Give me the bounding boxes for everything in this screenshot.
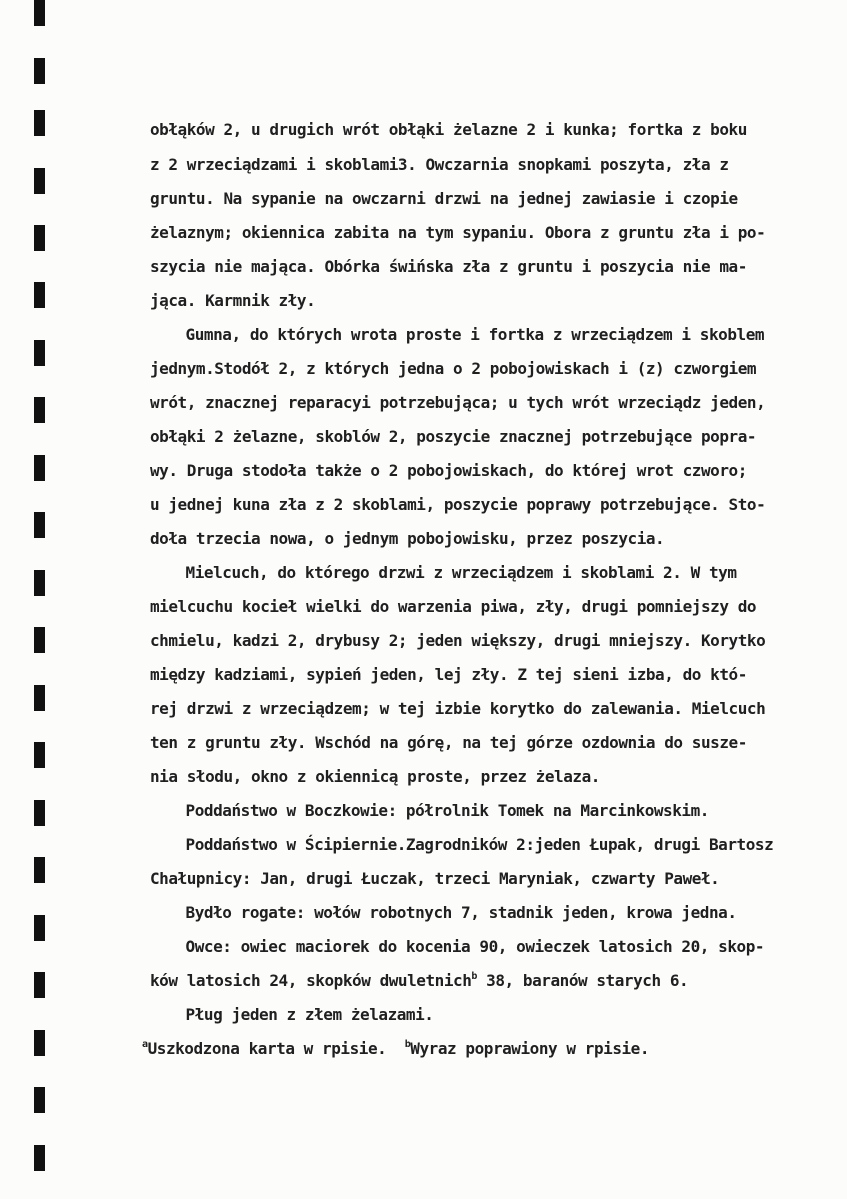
binding-hole — [34, 742, 45, 768]
text-line: jednym.Stodół 2, z których jedna o 2 pobojowiskach i (z) czworgiem — [150, 359, 757, 378]
text-line: gruntu. Na sypanie na owczarni drzwi na jednej zawiasie i czopie — [150, 189, 738, 208]
text-line: Bydło rogate: wołów robotnych 7, stadnik jeden, krowa jedna. — [158, 903, 737, 922]
binding-hole — [34, 512, 45, 538]
text-line: między kadziami, sypień jeden, lej zły. Z tej sieni izba, do któ- — [150, 665, 747, 684]
text-line — [150, 971, 688, 991]
text-line: Gumna, do których wrota proste i fortka z wrzeciądzem i skoblem — [158, 325, 765, 344]
text-line: wy. Druga stodoła także o 2 pobojowiskach, do której wrot czworo; — [150, 461, 747, 480]
binding-hole — [34, 570, 45, 596]
binding-hole — [34, 168, 45, 194]
text-line: obłąków 2, u drugich wrót obłąki żelazne 2 i kunka; fortka z boku — [150, 120, 747, 139]
text-line: Poddaństwo w Ścipiernie.Zagrodników 2:jeden Łupak, drugi Bartosz — [158, 835, 774, 854]
text-line: jąca. Karmnik zły. — [150, 291, 316, 310]
text-line: szycia nie mająca. Obórka świńska zła z gruntu i poszycia nie ma- — [150, 257, 747, 276]
text-line: Mielcuch, do którego drzwi z wrzeciądzem i skoblami 2. W tym — [158, 563, 737, 582]
binding-hole — [34, 1145, 45, 1171]
text-line: mielcuchu kocieł wielki do warzenia piwa, zły, drugi pomniejszy do — [150, 597, 757, 616]
footnotes-line — [142, 1039, 649, 1059]
text-segment: 38, baranów starych 6. — [476, 971, 689, 990]
binding-hole — [34, 455, 45, 481]
footnote-b-text: Wyraz poprawiony w rpisie. — [410, 1039, 650, 1058]
text-line: u jednej kuna zła z 2 skoblami, poszycie poprawy potrzebujące. Sto- — [150, 495, 766, 514]
text-line: wrót, znacznej reparacyi potrzebująca; u tych wrót wrzeciądz jeden, — [150, 393, 766, 412]
footnote-marker-a: a — [142, 1039, 148, 1050]
binding-hole — [34, 0, 45, 26]
binding-hole — [34, 58, 45, 84]
binding-hole — [34, 340, 45, 366]
binding-holes — [34, 0, 46, 1199]
text-line: nia słodu, okno z okiennicą proste, przez żelaza. — [150, 767, 600, 786]
binding-hole — [34, 225, 45, 251]
binding-hole — [34, 1087, 45, 1113]
text-line: ten z gruntu zły. Wschód na górę, na tej górze ozdownia do suszе- — [150, 733, 747, 752]
text-segment: ków latosich 24, skopków dwuletnich — [150, 971, 472, 990]
text-line: rej drzwi z wrzeciądzem; w tej izbie korytko do zalewania. Mielcuch — [150, 699, 766, 718]
text-line: z 2 wrzeciądzami i skoblami3. Owczarnia snopkami poszyta, zła z — [150, 155, 729, 174]
footnote-marker-b: b — [404, 1039, 411, 1050]
binding-hole — [34, 627, 45, 653]
text-line: Pług jeden z złem żelazami. — [158, 1005, 434, 1024]
text-line: obłąki 2 żelazne, skoblów 2, poszycie znacznej potrzebujące popra- — [150, 427, 757, 446]
binding-hole — [34, 915, 45, 941]
text-line: żelaznym; okiennica zabita na tym sypaniu. Obora z gruntu zła i po- — [150, 223, 766, 242]
footnote-marker-b: b — [471, 971, 477, 982]
text-line: Chałupnicy: Jan, drugi Łuczak, trzeci Maryniak, czwarty Paweł. — [150, 869, 720, 888]
binding-hole — [34, 857, 45, 883]
text-line: doła trzecia nowa, o jednym pobojowisku, przez poszycia. — [150, 529, 665, 548]
binding-hole — [34, 685, 45, 711]
binding-hole — [34, 800, 45, 826]
binding-hole — [34, 282, 45, 308]
binding-hole — [34, 110, 45, 136]
text-line: Poddaństwo w Boczkowie: półrolnik Tomek na Marcinkowskim. — [158, 801, 709, 820]
binding-hole — [34, 972, 45, 998]
binding-hole — [34, 397, 45, 423]
text-line: Owce: owiec maciorek do kocenia 90, owieczek latosich 20, skop- — [158, 937, 765, 956]
binding-hole — [34, 1030, 45, 1056]
footnote-a-text: Uszkodzona karta w rpisie. — [147, 1039, 387, 1058]
text-line: chmielu, kadzi 2, drybusy 2; jeden większy, drugi mniejszy. Korytko — [150, 631, 766, 650]
